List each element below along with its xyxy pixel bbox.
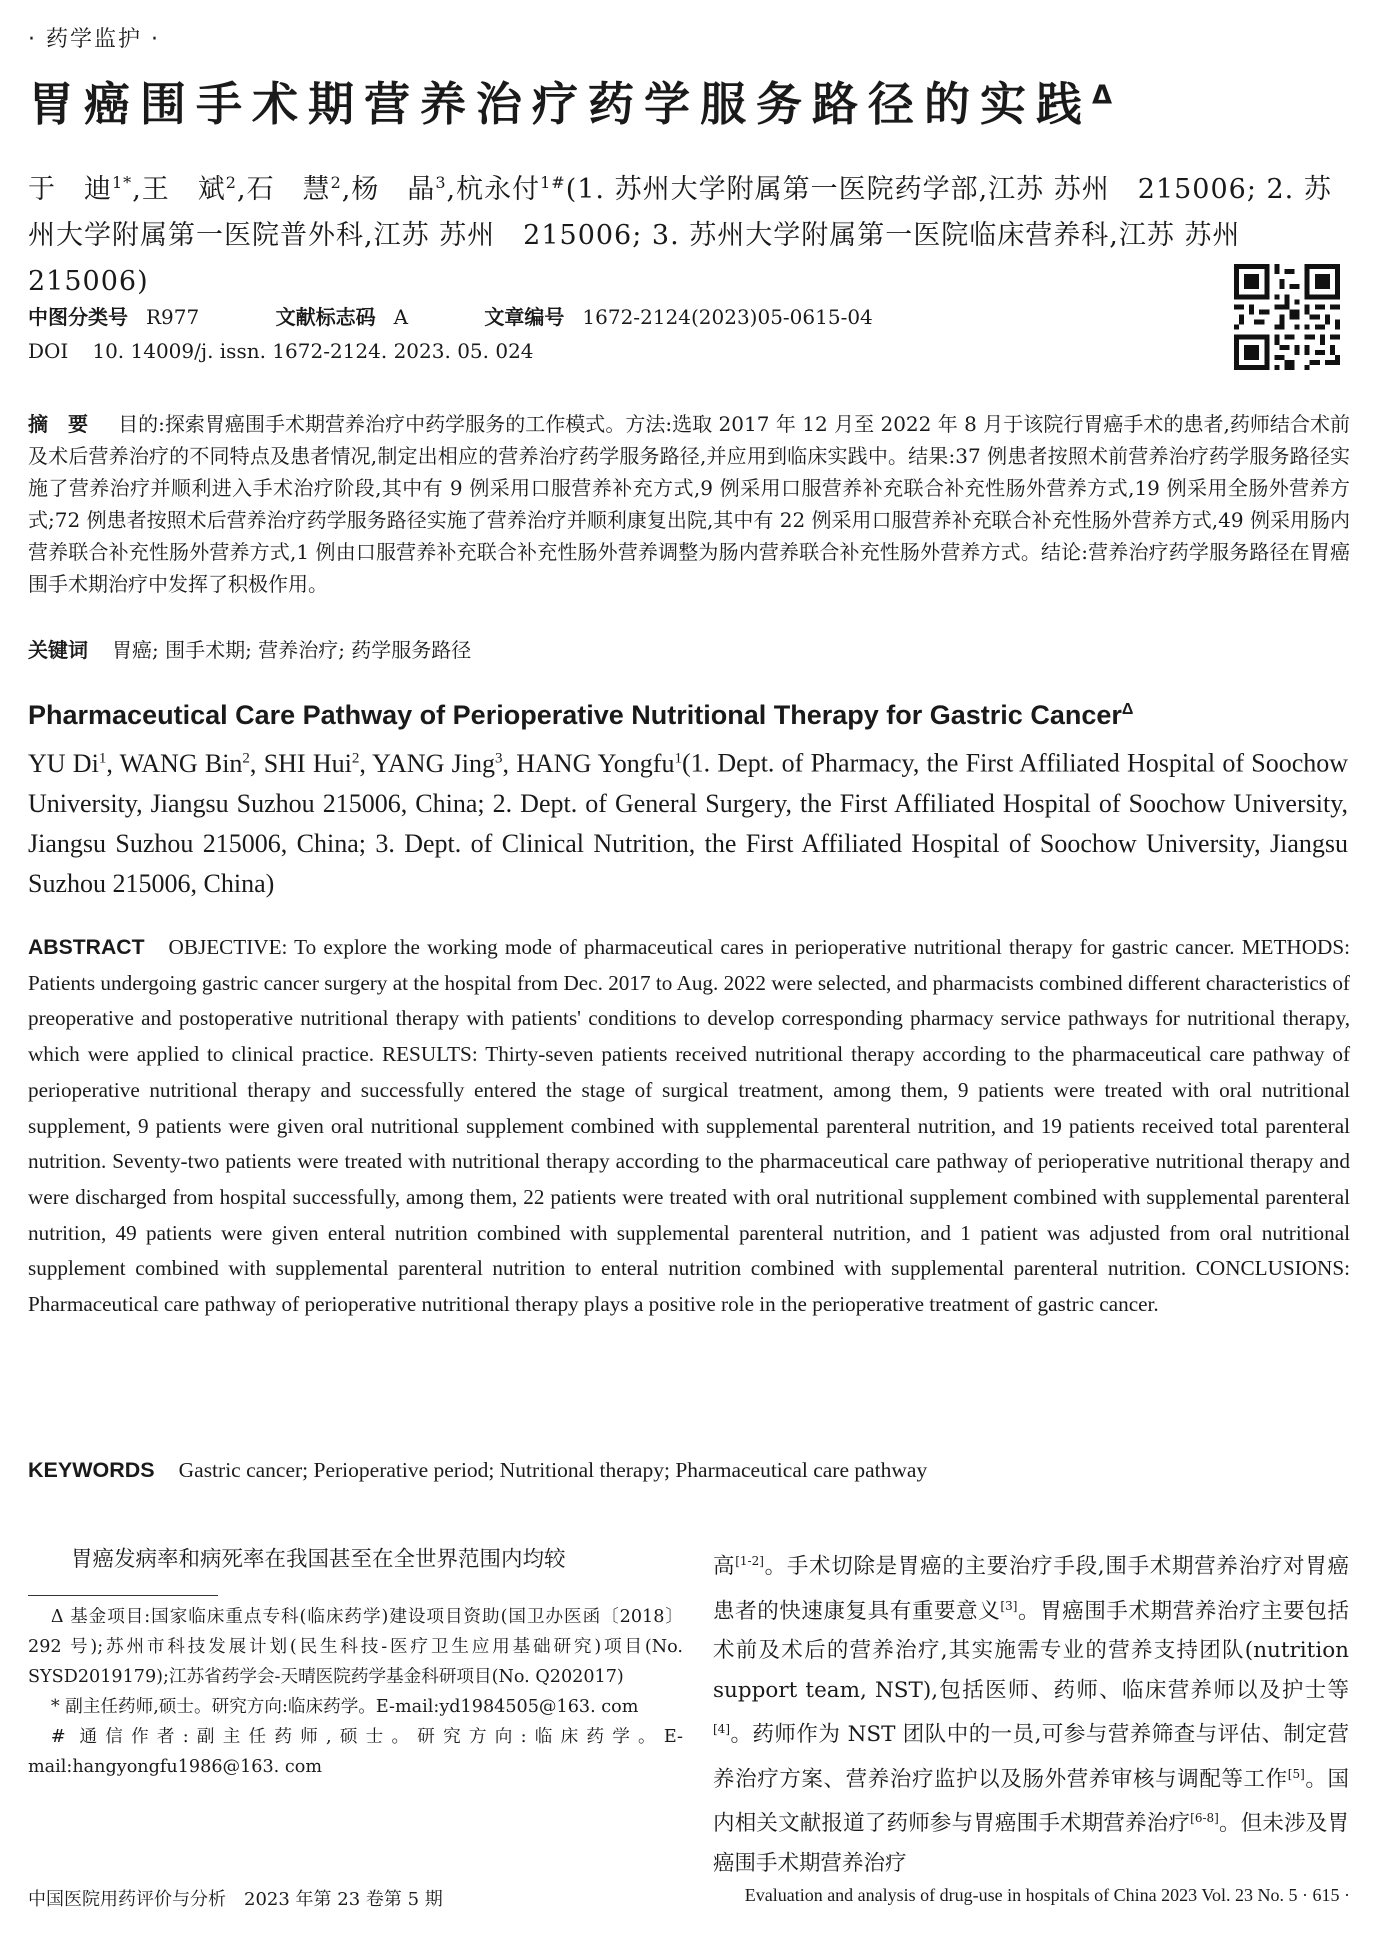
- footnote-corresponding-author: # 通信作者:副主任药师,硕士。研究方向:临床药学。E-mail:hangyongfu1986@163. com: [28, 1727, 683, 1777]
- body-text-run: 。药师作为 NST 团队中的一员,可参与营养筛查与评估、制定营养治疗方案、营养治疗监护以及肠外营养审核与调配等工作: [713, 1722, 1349, 1792]
- abstract-en: [28, 930, 1350, 1323]
- author-affiliation-mark: 1#: [540, 173, 566, 192]
- section-tag: · 药学监护 ·: [28, 27, 160, 52]
- author-affiliation-mark: 1*: [112, 173, 133, 192]
- citation-ref: [1-2]: [735, 1554, 764, 1568]
- footnote-fund: Δ 基金项目:国家临床重点专科(临床药学)建设项目资助(国卫办医函〔2018〕292 号);苏州市科技发展计划(民生科技-医疗卫生应用基础研究)项目(No. SYSD2019179);江苏省药学会-天晴医院药学基金科研项目(No. Q202017): [28, 1607, 683, 1687]
- author-affiliation-mark: 3: [435, 173, 447, 192]
- author-name: 杨 晶: [351, 174, 436, 205]
- author-affiliation-mark: 1: [98, 750, 107, 766]
- body-right-column: [713, 1542, 1349, 1883]
- author-name: 石 慧: [246, 174, 331, 205]
- title-text: 胃癌围手术期营养治疗药学服务路径的实践: [28, 77, 1092, 131]
- keywords-cn: [28, 634, 1348, 663]
- title-en-text: Pharmaceutical Care Pathway of Perioperative Nutritional Therapy for Gastric Cancer: [28, 700, 1122, 730]
- citation-ref: [4]: [713, 1721, 730, 1736]
- body-text-run: 。但未涉及胃癌围手术期营养治疗: [713, 1811, 1349, 1876]
- author-affiliation-mark: 3: [494, 750, 503, 766]
- keywords-cn-text: 胃癌; 围手术期; 营养治疗; 药学服务路径: [112, 638, 472, 662]
- abstract-cn-label: 摘 要: [28, 412, 89, 436]
- citation-ref: [6-8]: [1190, 1811, 1219, 1826]
- keywords-en: [28, 1458, 1348, 1483]
- journal-footer-cn: 中国医院用药评价与分析 2023 年第 23 卷第 5 期: [28, 1889, 443, 1910]
- author-affiliation-mark: 1: [674, 750, 682, 766]
- footnote-divider: [28, 1595, 218, 1596]
- title-fund-mark: Δ: [1092, 80, 1113, 111]
- authors-cn: [28, 160, 1348, 305]
- clc-label: 中图分类号: [28, 305, 128, 329]
- article-no-label: 文章编号: [484, 305, 565, 329]
- author-affiliation-mark: 2: [225, 173, 237, 192]
- doc-code-value: A: [393, 305, 409, 329]
- author-name: WANG Bin: [119, 748, 243, 778]
- doc-code-label: 文献标志码: [275, 305, 376, 329]
- article-title-cn: [28, 68, 1348, 134]
- keywords-cn-label: 关键词: [28, 638, 88, 662]
- author-name: YANG Jing: [372, 748, 495, 778]
- author-name: 于 迪: [28, 174, 112, 205]
- classification-line: [28, 301, 873, 330]
- author-names-en: YU Di$^1$, WANG Bin$^2$, SHI Hui$^2$, YANG Jing$^3$, HANG Yongfu$^1$: [28, 748, 682, 778]
- article-no-value: 1672-2124(2023)05-0615-04: [582, 305, 873, 329]
- abstract-en-text: OBJECTIVE: To explore the working mode of pharmaceutical cares in perioperative nutritional therapy for gastric cancer. METHODS: Patients undergoing gastric cancer surgery at the hospital from Dec. 2017 to Aug. 2022 were selected, and pharmacists combined different characteristics of preoperative and postoperative nutritional therapy with patients' conditions to develop corresponding pharmacy service pathways for nutritional therapy, which were applied to clinical practice. RESULTS: Thirty-seven patients received nutritional therapy according to the pharmaceutical care pathway of perioperative nutritional therapy and successfully entered the stage of surgical treatment, among them, 9 patients were treated with oral nutritional supplement, 9 patients were given oral nutritional supplement combined with supplemental parenteral nutrition, and 19 patients received total parenteral nutrition. Seventy-two patients were treated with nutritional therapy according to the pharmaceutical care pathway of perioperative nutritional therapy and were discharged from hospital successfully, among them, 22 patients were treated with oral nutritional supplement combined with supplemental parenteral nutrition, 49 patients were given enteral nutrition combined with supplemental parenteral nutrition, and 1 patient was adjusted from oral nutritional supplement combined with supplemental parenteral nutrition to enteral nutrition combined with supplemental parenteral nutrition. CONCLUSIONS: Pharmaceutical care pathway of perioperative nutritional therapy plays a positive role in the perioperative treatment of gastric cancer.: [28, 935, 1350, 1317]
- author-name: 王 斌: [141, 174, 226, 205]
- abstract-cn-text: 目的:探索胃癌围手术期营养治疗中药学服务的工作模式。方法:选取 2017 年 12 月至 2022 年 8 月于该院行胃癌手术的患者,药师结合术前及术后营养治疗的不同特点及患者情况,制定出相应的营养治疗药学服务路径,并应用到临床实践中。结果:37 例患者按照术前营养治疗药学服务路径实施了营养治疗并顺利进入手术治疗阶段,其中有 9 例采用口服营养补充方式,9 例采用口服营养补充联合补充性肠外营养方式,19 例采用全肠外营养方式;72 例患者按照术后营养治疗药学服务路径实施了营养治疗并顺利康复出院,其中有 22 例采用口服营养补充联合补充性肠外营养方式,49 例采用肠内营养联合补充性肠外营养方式,1 例由口服营养补充联合补充性肠外营养调整为肠内营养联合补充性肠外营养方式。结论:营养治疗药学服务路径在胃癌围手术期治疗中发挥了积极作用。: [28, 412, 1350, 596]
- qr-code-icon: [1234, 264, 1340, 370]
- author-affiliation-mark: 2: [330, 173, 342, 192]
- clc-value: R977: [146, 305, 200, 329]
- affiliations-cn: (1. 苏州大学附属第一医院药学部,江苏 苏州 215006; 2. 苏州大学附属第一医院普外科,江苏 苏州 215006; 3. 苏州大学附属第一医院临床营养科,江苏 苏州 215006): [28, 174, 1332, 297]
- doi-label: DOI: [28, 339, 69, 363]
- doi-line: [28, 339, 534, 363]
- doi-value: 10. 14009/j. issn. 1672-2124. 2023. 05. 024: [92, 339, 534, 363]
- journal-footer-en: Evaluation and analysis of drug-use in hospitals of China 2023 Vol. 23 No. 5 · 615 ·: [744, 1885, 1350, 1905]
- author-names-cn: 于 迪$^{1*}$,王 斌$^2$,石 慧$^2$,杨 晶$^3$,杭永付$^{1\#}$: [28, 173, 566, 205]
- abstract-cn: [28, 408, 1350, 600]
- author-name: YU Di: [28, 748, 99, 778]
- body-text-run: 。胃癌围手术期营养治疗主要包括术前及术后的营养治疗,其实施需专业的营养支持团队(nutrition support team, NST),包括医师、药师、临床营养师以及护士等: [713, 1598, 1349, 1703]
- footnotes: [28, 1602, 683, 1782]
- affiliations-en: (1. Dept. of Pharmacy, the First Affiliated Hospital of Soochow University, Jiangsu Suzhou 215006, China; 2. Dept. of General Surgery, the First Affiliated Hospital of Soochow University, Jiangsu Suzhou 215006, China; 3. Dept. of Clinical Nutrition, the First Affiliated Hospital of Soochow University, Jiangsu Suzhou 215006, China): [28, 748, 1349, 898]
- author-name: SHI Hui: [263, 748, 352, 778]
- author-name: HANG Yongfu: [516, 748, 675, 778]
- body-text-run: 高: [713, 1554, 736, 1580]
- author-affiliation-mark: 2: [351, 750, 360, 766]
- citation-ref: [5]: [1287, 1766, 1305, 1781]
- article-title-en: [28, 700, 1348, 731]
- authors-en: [28, 738, 1348, 904]
- body-left-paragraph: 胃癌发病率和病死率在我国甚至在全世界范围内均较: [71, 1547, 566, 1572]
- body-text-run: 。手术切除是胃癌的主要治疗手段,围手术期营养治疗对胃癌患者的快速康复具有重要意义: [713, 1554, 1349, 1624]
- body-text-run: 。国内相关文献报道了药师参与胃癌围手术期营养治疗: [713, 1766, 1349, 1837]
- keywords-en-label: KEYWORDS: [28, 1458, 155, 1482]
- keywords-en-text: Gastric cancer; Perioperative period; Nutritional therapy; Pharmaceutical care pathway: [178, 1458, 928, 1482]
- title-en-fund-mark: Δ: [1121, 701, 1134, 718]
- abstract-en-label: ABSTRACT: [28, 936, 145, 959]
- author-affiliation-mark: 2: [242, 750, 250, 766]
- citation-ref: [3]: [1000, 1598, 1018, 1613]
- author-name: 杭永付: [456, 174, 541, 205]
- footnote-first-author: * 副主任药师,硕士。研究方向:临床药学。E-mail:yd1984505@163. com: [50, 1697, 639, 1717]
